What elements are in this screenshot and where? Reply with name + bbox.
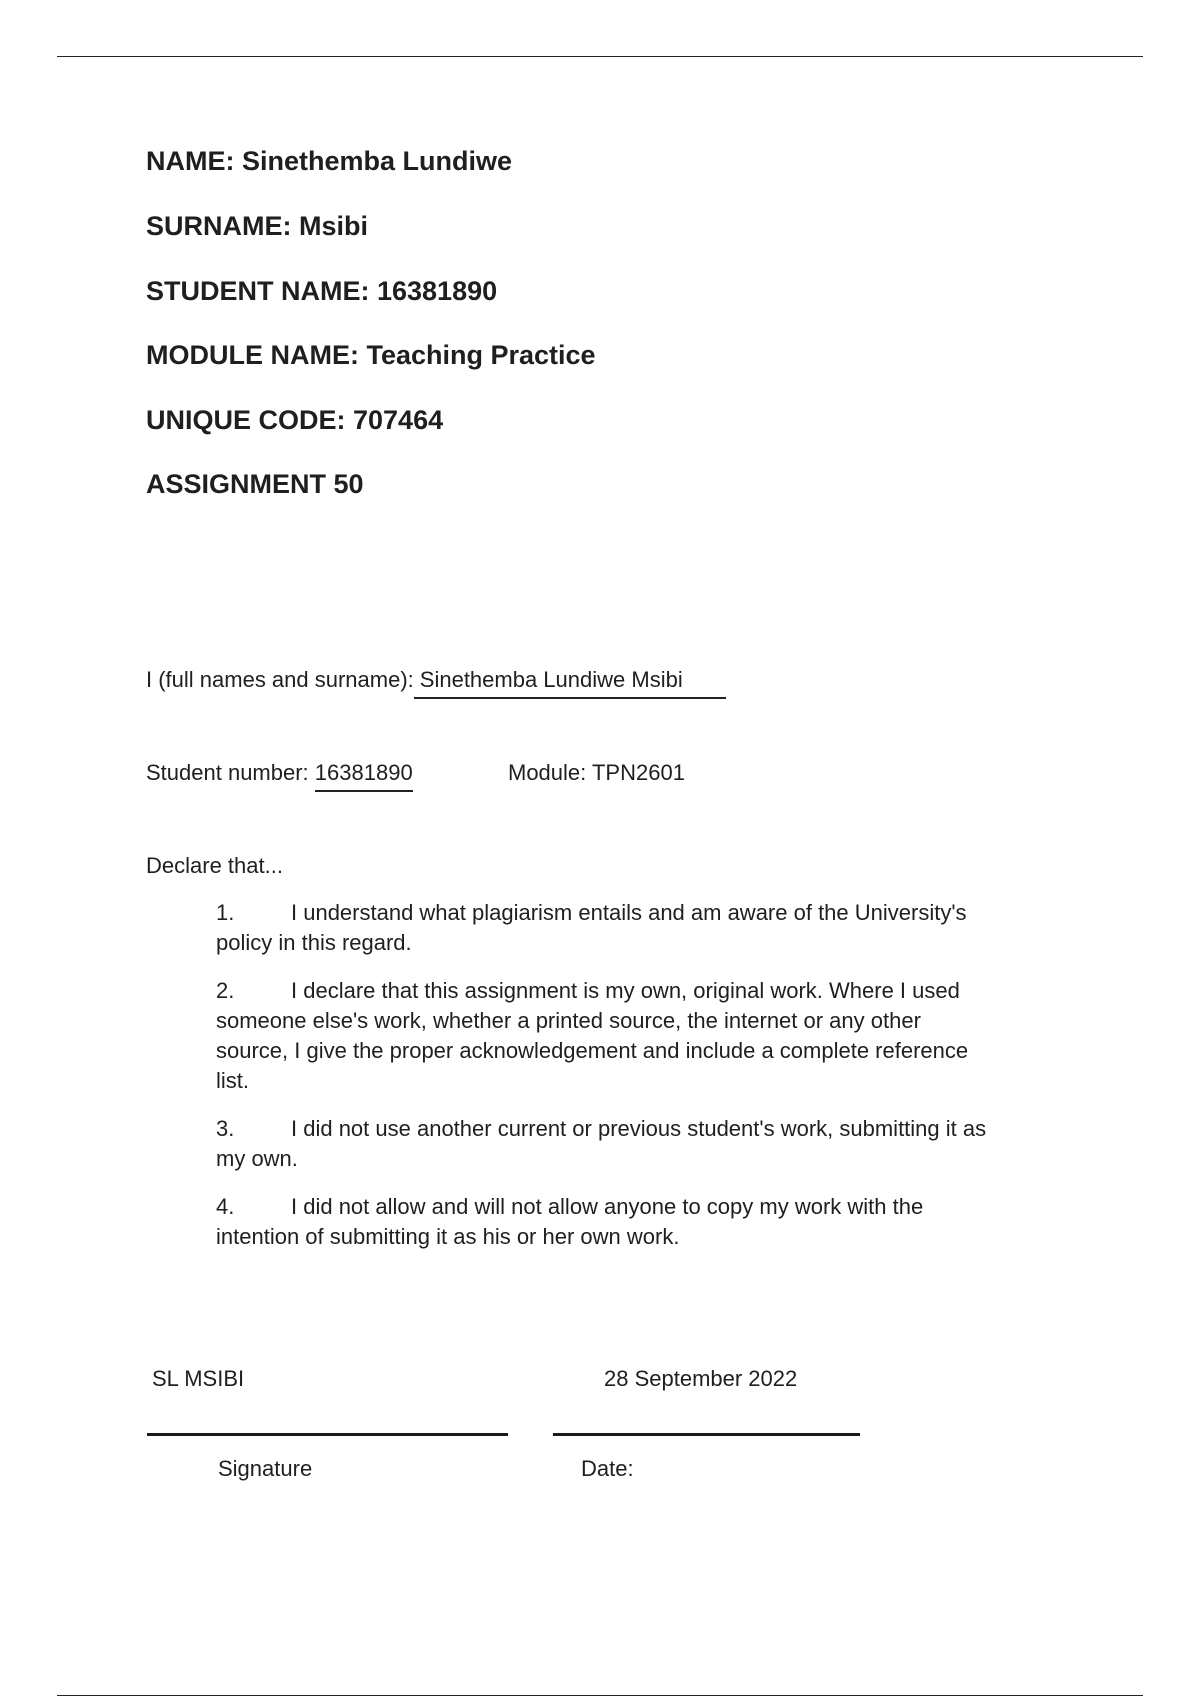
declaration-item-number: 3.: [216, 1116, 235, 1141]
top-rule: [57, 56, 1143, 57]
declaration-item-text-cont: policy in this regard.: [216, 930, 412, 955]
declaration-item-text-cont: someone else's work, whether a printed source, the internet or any other: [216, 1008, 921, 1033]
declaration-item-text: I understand what plagiarism entails and am aware of the University's: [291, 900, 967, 925]
declaration-intro: Declare that...: [146, 853, 283, 878]
bottom-rule: [57, 1695, 1143, 1696]
student-number-row: [146, 760, 413, 792]
signature-line: [147, 1433, 508, 1436]
student-number-label: Student number:: [146, 760, 309, 785]
date-line: [553, 1433, 860, 1436]
declaration-item: [216, 898, 1056, 958]
declaration-item-number: 4.: [216, 1194, 235, 1219]
declaration-item-text-cont: intention of submitting it as his or her own work.: [216, 1224, 680, 1249]
date-label: Date:: [581, 1456, 634, 1481]
student-name-field: STUDENT NAME: 16381890: [146, 276, 498, 306]
declaration-item-text-cont: list.: [216, 1068, 249, 1093]
signature-label: Signature: [218, 1456, 313, 1481]
declaration-item-text: I did not allow and will not allow anyone to copy my work with the: [291, 1194, 924, 1219]
assignment-title: ASSIGNMENT 50: [146, 469, 364, 499]
fullname-value: Sinethemba Lundiwe Msibi: [414, 667, 726, 699]
declaration-item: [216, 1192, 1056, 1252]
signed-name: SL MSIBI: [152, 1366, 245, 1391]
signed-date: 28 September 2022: [604, 1366, 798, 1391]
name-field: NAME: Sinethemba Lundiwe: [146, 146, 513, 176]
student-number-value: 16381890: [315, 760, 413, 792]
fullname-label: I (full names and surname):: [146, 667, 414, 692]
declaration-item: [216, 1114, 1056, 1174]
fullname-row: [146, 667, 726, 699]
module-code: Module: TPN2601: [508, 760, 685, 785]
declaration-item-number: 1.: [216, 900, 235, 925]
declaration-list: [216, 898, 1056, 1270]
declaration-item-text-cont: my own.: [216, 1146, 298, 1171]
declaration-item-text: I did not use another current or previous student's work, submitting it as: [291, 1116, 987, 1141]
unique-code-field: UNIQUE CODE: 707464: [146, 405, 444, 435]
declaration-item-number: 2.: [216, 978, 235, 1003]
declaration-item-text: I declare that this assignment is my own, original work. Where I used: [291, 978, 960, 1003]
declaration-item-text-cont: source, I give the proper acknowledgement and include a complete reference: [216, 1038, 969, 1063]
declaration-item: [216, 976, 1056, 1096]
module-name-field: MODULE NAME: Teaching Practice: [146, 340, 596, 370]
surname-field: SURNAME: Msibi: [146, 211, 368, 241]
